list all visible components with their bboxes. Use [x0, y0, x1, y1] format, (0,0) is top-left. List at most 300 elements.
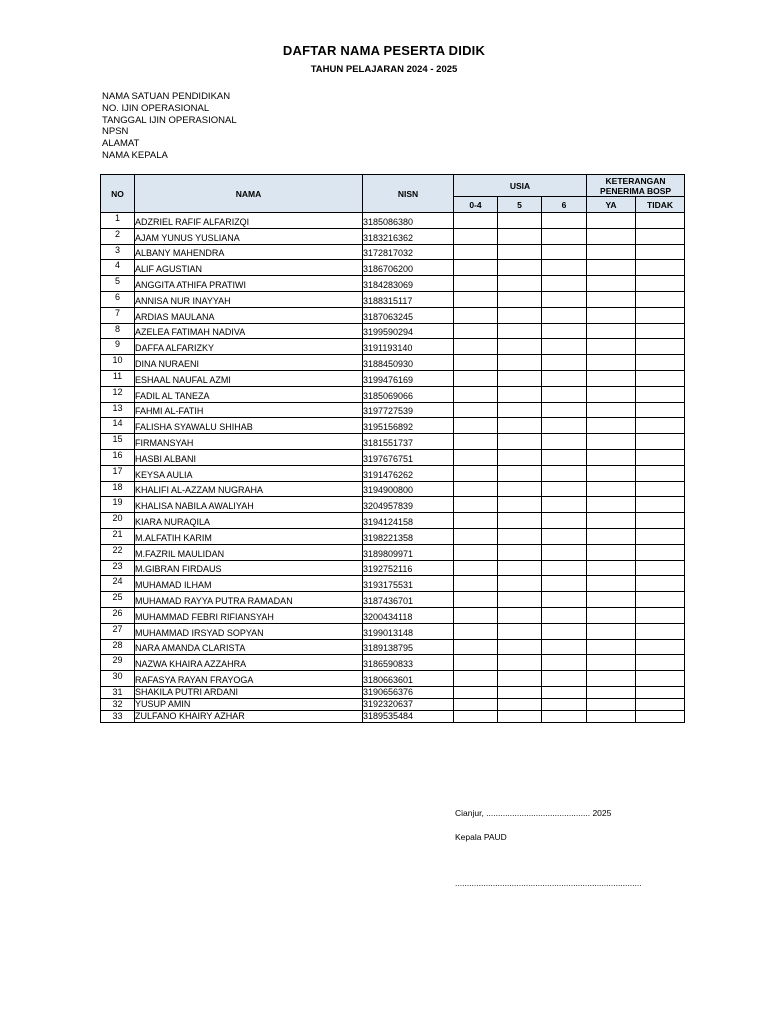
row-no: 6: [101, 291, 135, 307]
row-cell-ya: [587, 370, 636, 386]
row-cell-age-6: [542, 513, 587, 529]
row-cell-ya: [587, 560, 636, 576]
row-cell-age-5: [498, 260, 542, 276]
row-cell-tidak: [636, 276, 685, 292]
row-cell-ya: [587, 291, 636, 307]
row-cell-age-0-4: [454, 698, 498, 710]
row-cell-tidak: [636, 244, 685, 260]
table-row: [101, 544, 685, 560]
row-cell-age-6: [542, 686, 587, 698]
row-cell-age-6: [542, 339, 587, 355]
row-cell-age-6: [542, 623, 587, 639]
row-nama: NARA AMANDA CLARISTA: [135, 639, 363, 655]
signature-name-line: ...............................................................................: [455, 878, 642, 888]
row-cell-tidak: [636, 418, 685, 434]
row-nisn: 3194900800: [363, 481, 454, 497]
row-cell-age-6: [542, 544, 587, 560]
row-cell-age-6: [542, 449, 587, 465]
row-cell-age-5: [498, 418, 542, 434]
info-label: NPSN: [102, 126, 129, 138]
row-cell-tidak: [636, 323, 685, 339]
row-nisn: 3200434118: [363, 607, 454, 623]
row-nama: ESHAAL NAUFAL AZMI: [135, 370, 363, 386]
row-cell-age-0-4: [454, 639, 498, 655]
row-nama: ALIF AGUSTIAN: [135, 260, 363, 276]
row-nama: AZELEA FATIMAH NADIVA: [135, 323, 363, 339]
row-cell-tidak: [636, 592, 685, 608]
student-table-body: [101, 213, 685, 723]
row-cell-age-5: [498, 528, 542, 544]
row-cell-age-5: [498, 481, 542, 497]
row-cell-age-5: [498, 291, 542, 307]
row-nisn: 3188450930: [363, 355, 454, 371]
row-cell-ya: [587, 655, 636, 671]
row-cell-age-5: [498, 307, 542, 323]
row-nisn: 3198221358: [363, 528, 454, 544]
table-row: [101, 260, 685, 276]
row-cell-age-6: [542, 244, 587, 260]
row-nisn: 3193175531: [363, 576, 454, 592]
signature-role: Kepala PAUD: [455, 832, 507, 842]
row-cell-ya: [587, 323, 636, 339]
table-row: [101, 323, 685, 339]
row-cell-age-5: [498, 465, 542, 481]
row-cell-ya: [587, 513, 636, 529]
row-no: 29: [101, 655, 135, 671]
row-nisn: 3187063245: [363, 307, 454, 323]
row-cell-ya: [587, 449, 636, 465]
table-row: [101, 710, 685, 722]
row-cell-tidak: [636, 481, 685, 497]
row-cell-age-6: [542, 307, 587, 323]
row-nama: M.ALFATIH KARIM: [135, 528, 363, 544]
row-nisn: 3204957839: [363, 497, 454, 513]
row-cell-ya: [587, 386, 636, 402]
row-cell-age-6: [542, 276, 587, 292]
row-cell-tidak: [636, 465, 685, 481]
header-usia: USIA: [454, 175, 587, 197]
row-cell-age-5: [498, 370, 542, 386]
table-row: [101, 671, 685, 687]
row-cell-age-0-4: [454, 449, 498, 465]
row-no: 11: [101, 370, 135, 386]
table-row: [101, 402, 685, 418]
row-cell-age-6: [542, 402, 587, 418]
row-cell-age-6: [542, 355, 587, 371]
row-cell-age-0-4: [454, 307, 498, 323]
row-cell-age-0-4: [454, 386, 498, 402]
row-cell-tidak: [636, 291, 685, 307]
row-nisn: 3185086380: [363, 213, 454, 229]
row-no: 25: [101, 592, 135, 608]
table-row: [101, 228, 685, 244]
table-row: [101, 339, 685, 355]
row-cell-tidak: [636, 655, 685, 671]
row-cell-age-5: [498, 671, 542, 687]
header-keterangan-line1: KETERANGAN: [605, 175, 666, 186]
row-cell-ya: [587, 402, 636, 418]
row-cell-age-5: [498, 228, 542, 244]
row-cell-age-6: [542, 323, 587, 339]
row-no: 16: [101, 449, 135, 465]
row-cell-age-5: [498, 276, 542, 292]
row-cell-age-6: [542, 370, 587, 386]
row-cell-tidak: [636, 528, 685, 544]
row-no: 9: [101, 339, 135, 355]
row-nama: ADZRIEL RAFIF ALFARIZQI: [135, 213, 363, 229]
row-cell-tidak: [636, 339, 685, 355]
row-cell-tidak: [636, 623, 685, 639]
row-cell-ya: [587, 465, 636, 481]
row-cell-tidak: [636, 402, 685, 418]
row-cell-age-5: [498, 244, 542, 260]
row-cell-ya: [587, 339, 636, 355]
row-cell-age-5: [498, 386, 542, 402]
row-cell-age-5: [498, 623, 542, 639]
info-label: TANGGAL IJIN OPERASIONAL: [102, 114, 237, 126]
table-row: [101, 276, 685, 292]
row-cell-ya: [587, 686, 636, 698]
row-nama: M.GIBRAN FIRDAUS: [135, 560, 363, 576]
row-no: 24: [101, 576, 135, 592]
row-cell-ya: [587, 592, 636, 608]
row-cell-age-0-4: [454, 592, 498, 608]
row-nama: YUSUP AMIN: [135, 698, 363, 710]
row-no: 26: [101, 607, 135, 623]
row-no: 1: [101, 213, 135, 229]
row-nama: FIRMANSYAH: [135, 434, 363, 450]
table-row: [101, 655, 685, 671]
row-cell-ya: [587, 355, 636, 371]
row-cell-age-6: [542, 698, 587, 710]
row-cell-age-0-4: [454, 244, 498, 260]
row-cell-age-5: [498, 497, 542, 513]
row-cell-age-6: [542, 528, 587, 544]
row-nisn: 3183216362: [363, 228, 454, 244]
row-cell-ya: [587, 528, 636, 544]
row-nama: KEYSA AULIA: [135, 465, 363, 481]
row-cell-age-0-4: [454, 370, 498, 386]
row-cell-tidak: [636, 228, 685, 244]
row-cell-tidak: [636, 544, 685, 560]
table-row: [101, 370, 685, 386]
row-nama: MUHAMMAD FEBRI RIFIANSYAH: [135, 607, 363, 623]
row-cell-age-0-4: [454, 513, 498, 529]
row-nisn: 3191193140: [363, 339, 454, 355]
table-row: [101, 639, 685, 655]
info-label: NO. IJIN OPERASIONAL: [102, 102, 210, 114]
table-row: [101, 513, 685, 529]
row-cell-age-6: [542, 260, 587, 276]
row-nama: NAZWA KHAIRA AZZAHRA: [135, 655, 363, 671]
row-cell-ya: [587, 544, 636, 560]
row-cell-age-0-4: [454, 323, 498, 339]
row-cell-age-0-4: [454, 671, 498, 687]
row-cell-age-6: [542, 639, 587, 655]
row-nisn: 3197676751: [363, 449, 454, 465]
row-cell-tidak: [636, 386, 685, 402]
row-cell-age-5: [498, 639, 542, 655]
row-nama: MUHAMAD ILHAM: [135, 576, 363, 592]
row-cell-tidak: [636, 686, 685, 698]
row-nisn: 3189809971: [363, 544, 454, 560]
row-no: 20: [101, 513, 135, 529]
row-cell-age-0-4: [454, 465, 498, 481]
row-no: 28: [101, 639, 135, 655]
table-row: [101, 481, 685, 497]
row-cell-ya: [587, 481, 636, 497]
row-cell-age-5: [498, 513, 542, 529]
row-cell-age-0-4: [454, 544, 498, 560]
row-nama: AJAM YUNUS YUSLIANA: [135, 228, 363, 244]
table-row: [101, 528, 685, 544]
table-row: [101, 576, 685, 592]
header-nisn: NISN: [363, 175, 454, 213]
row-cell-age-0-4: [454, 576, 498, 592]
row-cell-tidak: [636, 355, 685, 371]
row-cell-age-6: [542, 418, 587, 434]
table-row: [101, 434, 685, 450]
row-cell-age-0-4: [454, 607, 498, 623]
table-row: [101, 244, 685, 260]
school-info: [102, 91, 237, 162]
row-cell-age-5: [498, 339, 542, 355]
row-nisn: 3192320637: [363, 698, 454, 710]
row-cell-age-0-4: [454, 418, 498, 434]
row-nisn: 3189138795: [363, 639, 454, 655]
row-no: 14: [101, 418, 135, 434]
row-cell-ya: [587, 623, 636, 639]
row-cell-ya: [587, 671, 636, 687]
row-cell-ya: [587, 276, 636, 292]
row-no: 27: [101, 623, 135, 639]
row-cell-age-6: [542, 592, 587, 608]
row-cell-age-5: [498, 213, 542, 229]
row-nisn: 3184283069: [363, 276, 454, 292]
table-row: [101, 418, 685, 434]
header-no: NO: [101, 175, 135, 213]
row-no: 13: [101, 402, 135, 418]
row-nisn: 3190656376: [363, 686, 454, 698]
row-nama: MUHAMAD RAYYA PUTRA RAMADAN: [135, 592, 363, 608]
row-cell-age-0-4: [454, 528, 498, 544]
row-cell-tidak: [636, 370, 685, 386]
row-no: 10: [101, 355, 135, 371]
row-cell-age-6: [542, 228, 587, 244]
row-cell-ya: [587, 228, 636, 244]
info-label: ALAMAT: [102, 138, 140, 150]
row-cell-age-5: [498, 655, 542, 671]
row-no: 19: [101, 497, 135, 513]
row-cell-age-0-4: [454, 655, 498, 671]
row-cell-tidak: [636, 698, 685, 710]
row-cell-age-0-4: [454, 228, 498, 244]
row-cell-age-0-4: [454, 623, 498, 639]
row-nisn: 3199013148: [363, 623, 454, 639]
row-cell-age-6: [542, 386, 587, 402]
row-cell-age-0-4: [454, 710, 498, 722]
row-nama: RAFASYA RAYAN FRAYOGA: [135, 671, 363, 687]
row-cell-age-0-4: [454, 213, 498, 229]
row-nama: FALISHA SYAWALU SHIHAB: [135, 418, 363, 434]
row-nama: ARDIAS MAULANA: [135, 307, 363, 323]
row-no: 8: [101, 323, 135, 339]
header-keterangan: [587, 175, 685, 197]
row-cell-age-6: [542, 465, 587, 481]
row-cell-age-6: [542, 655, 587, 671]
row-cell-tidak: [636, 260, 685, 276]
row-nisn: 3188315117: [363, 291, 454, 307]
row-cell-tidak: [636, 449, 685, 465]
row-cell-age-0-4: [454, 276, 498, 292]
row-nisn: 3180663601: [363, 671, 454, 687]
table-row: [101, 698, 685, 710]
row-cell-tidak: [636, 513, 685, 529]
table-row: [101, 465, 685, 481]
row-cell-age-6: [542, 481, 587, 497]
row-nama: DAFFA ALFARIZKY: [135, 339, 363, 355]
row-cell-age-5: [498, 560, 542, 576]
row-cell-age-0-4: [454, 686, 498, 698]
row-no: 17: [101, 465, 135, 481]
row-cell-age-0-4: [454, 339, 498, 355]
row-cell-tidak: [636, 710, 685, 722]
table-row: [101, 355, 685, 371]
row-nisn: 3186590833: [363, 655, 454, 671]
row-nama: FADIL AL TANEZA: [135, 386, 363, 402]
row-nama: ANGGITA ATHIFA PRATIWI: [135, 276, 363, 292]
row-cell-age-6: [542, 710, 587, 722]
row-no: 18: [101, 481, 135, 497]
row-cell-age-5: [498, 434, 542, 450]
row-cell-age-5: [498, 686, 542, 698]
signature-place-date: Cianjur, ............................................ 2025: [455, 808, 612, 818]
row-cell-age-0-4: [454, 497, 498, 513]
row-no: 12: [101, 386, 135, 402]
row-cell-tidak: [636, 560, 685, 576]
row-cell-tidak: [636, 497, 685, 513]
row-cell-ya: [587, 307, 636, 323]
row-cell-age-5: [498, 607, 542, 623]
row-nama: KHALIFI AL-AZZAM NUGRAHA: [135, 481, 363, 497]
row-no: 3: [101, 244, 135, 260]
row-cell-ya: [587, 213, 636, 229]
table-row: [101, 449, 685, 465]
row-cell-ya: [587, 497, 636, 513]
row-nisn: 3195156892: [363, 418, 454, 434]
row-nama: M.FAZRIL MAULIDAN: [135, 544, 363, 560]
row-cell-age-6: [542, 671, 587, 687]
row-nisn: 3187436701: [363, 592, 454, 608]
row-cell-tidak: [636, 213, 685, 229]
row-cell-age-6: [542, 607, 587, 623]
header-keterangan-line2: PENERIMA BOSP: [600, 185, 672, 196]
table-row: [101, 307, 685, 323]
row-no: 7: [101, 307, 135, 323]
row-cell-tidak: [636, 576, 685, 592]
row-nisn: 3185069066: [363, 386, 454, 402]
row-cell-age-0-4: [454, 260, 498, 276]
row-cell-tidak: [636, 307, 685, 323]
row-cell-age-0-4: [454, 402, 498, 418]
row-nisn: 3181551737: [363, 434, 454, 450]
row-nisn: 3194124158: [363, 513, 454, 529]
page-title: DAFTAR NAMA PESERTA DIDIK: [282, 43, 486, 58]
table-row: [101, 592, 685, 608]
row-cell-tidak: [636, 434, 685, 450]
row-nisn: 3199476169: [363, 370, 454, 386]
row-no: 5: [101, 276, 135, 292]
header-age-5: 5: [498, 197, 542, 213]
row-cell-age-5: [498, 355, 542, 371]
info-label: NAMA KEPALA: [102, 149, 168, 161]
row-cell-age-5: [498, 323, 542, 339]
row-nisn: 3199590294: [363, 323, 454, 339]
table-row: [101, 386, 685, 402]
row-cell-tidak: [636, 639, 685, 655]
row-nama: ALBANY MAHENDRA: [135, 244, 363, 260]
row-no: 4: [101, 260, 135, 276]
table-row: [101, 686, 685, 698]
row-cell-ya: [587, 418, 636, 434]
row-cell-age-0-4: [454, 434, 498, 450]
row-cell-age-5: [498, 710, 542, 722]
row-cell-age-6: [542, 497, 587, 513]
row-cell-age-5: [498, 449, 542, 465]
row-nama: ZULFANO KHAIRY AZHAR: [135, 710, 363, 722]
row-cell-ya: [587, 244, 636, 260]
row-cell-age-5: [498, 402, 542, 418]
row-cell-ya: [587, 607, 636, 623]
row-cell-age-0-4: [454, 481, 498, 497]
page-subtitle: TAHUN PELAJARAN 2024 - 2025: [310, 64, 458, 75]
header-ya: YA: [587, 197, 636, 213]
table-row: [101, 291, 685, 307]
header-nama: NAMA: [135, 175, 363, 213]
row-nama: SHAKILA PUTRI ARDANI: [135, 686, 363, 698]
row-cell-tidak: [636, 671, 685, 687]
row-no: 22: [101, 544, 135, 560]
row-nama: DINA NURAENI: [135, 355, 363, 371]
row-cell-age-5: [498, 576, 542, 592]
row-no: 23: [101, 560, 135, 576]
row-nama: ANNISA NUR INAYYAH: [135, 291, 363, 307]
row-no: 15: [101, 434, 135, 450]
row-nama: KHALISA NABILA AWALIYAH: [135, 497, 363, 513]
row-no: 2: [101, 228, 135, 244]
table-row: [101, 607, 685, 623]
row-nama: KIARA NURAQILA: [135, 513, 363, 529]
row-cell-age-0-4: [454, 291, 498, 307]
header-age-6: 6: [542, 197, 587, 213]
row-nama: FAHMI AL-FATIH: [135, 402, 363, 418]
row-cell-age-5: [498, 544, 542, 560]
row-no: 33: [101, 710, 135, 722]
row-cell-ya: [587, 639, 636, 655]
row-cell-age-6: [542, 291, 587, 307]
row-nama: HASBI ALBANI: [135, 449, 363, 465]
row-cell-ya: [587, 260, 636, 276]
table-row: [101, 213, 685, 229]
row-nisn: 3189535484: [363, 710, 454, 722]
row-cell-age-0-4: [454, 560, 498, 576]
row-cell-ya: [587, 698, 636, 710]
row-cell-ya: [587, 710, 636, 722]
row-cell-age-6: [542, 560, 587, 576]
info-label: NAMA SATUAN PENDIDIKAN: [102, 91, 231, 102]
header-age-0-4: 0-4: [454, 197, 498, 213]
row-nisn: 3191476262: [363, 465, 454, 481]
